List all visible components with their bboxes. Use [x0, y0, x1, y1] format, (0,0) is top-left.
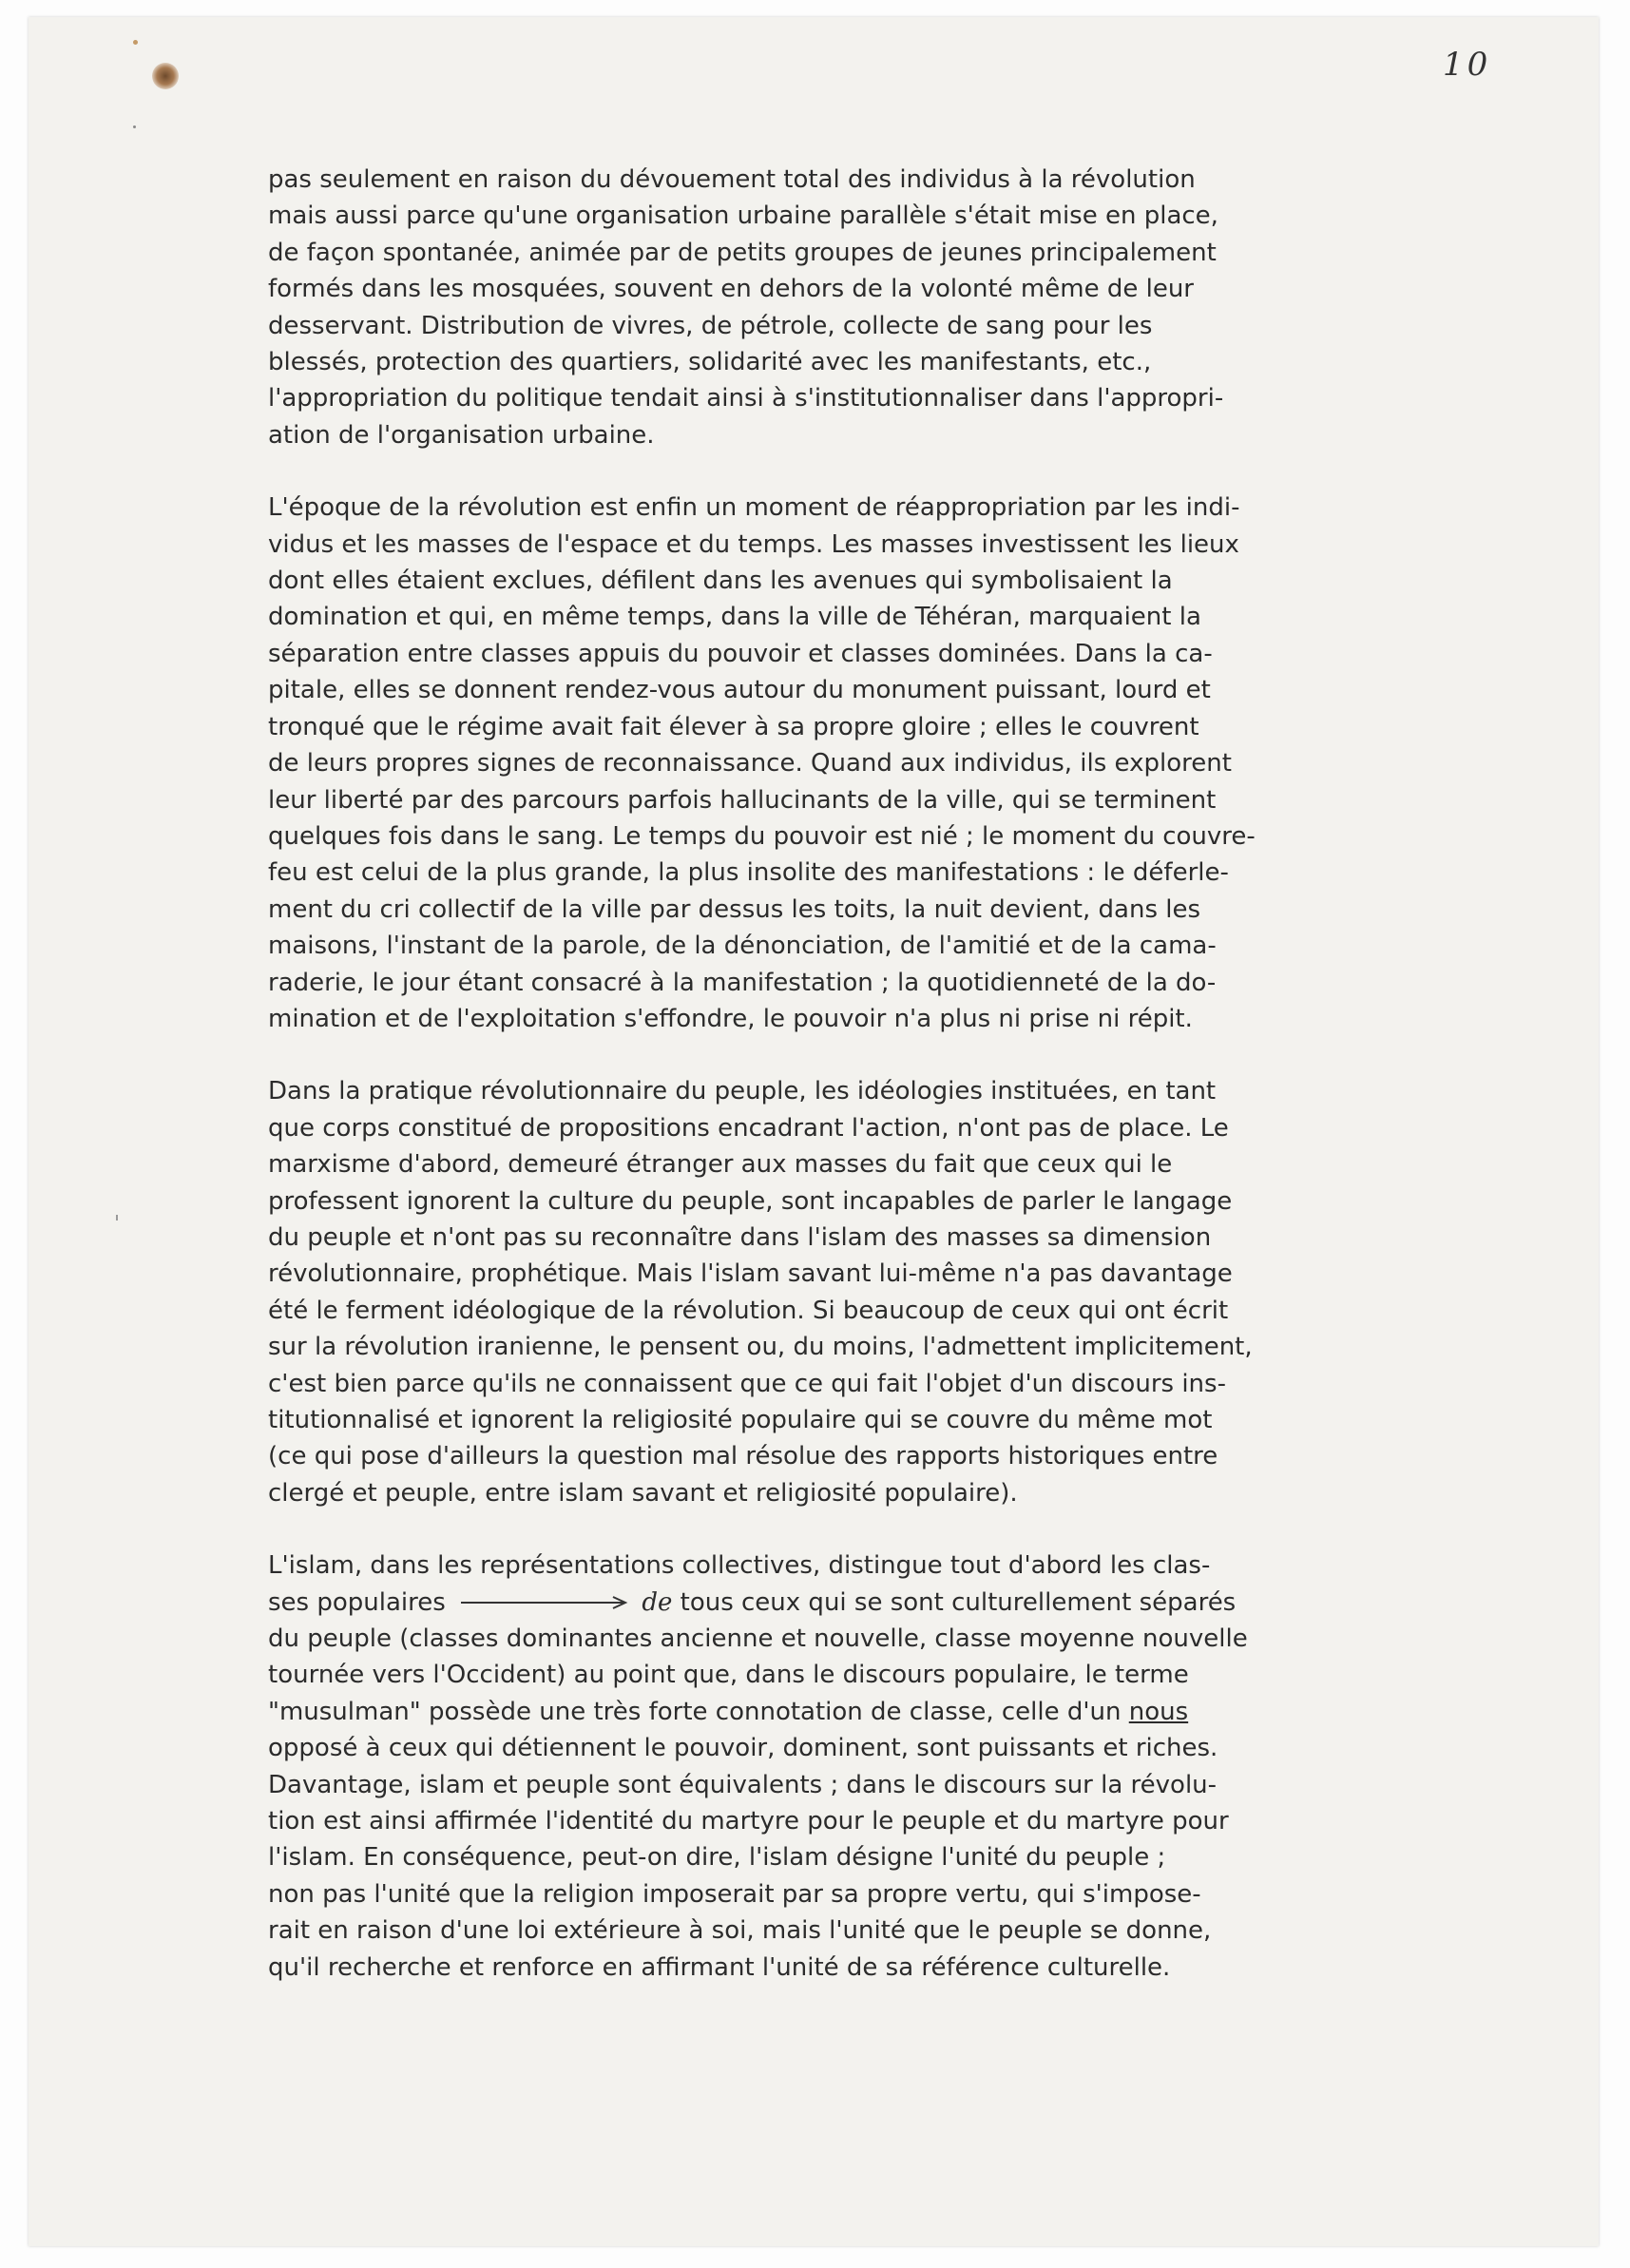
text-line: clergé et peuple, entre islam savant et religiosité populaire). [268, 1478, 1018, 1508]
text-line: l'islam. En conséquence, peut-on dire, l'islam désigne l'unité du peuple ; [268, 1843, 1166, 1873]
text-line-with-arrow [268, 1585, 1561, 1621]
text-line: Davantage, islam et peuple sont équivalents ; dans le discours sur la révolu- [268, 1770, 1218, 1799]
text-line: feu est celui de la plus grande, la plus insolite des manifestations : le déferle- [268, 858, 1229, 888]
text-fragment: ses populaires [268, 1587, 446, 1617]
text-line: marxisme d'abord, demeuré étranger aux masses du fait que ceux qui le [268, 1150, 1173, 1180]
text-line: été le ferment idéologique de la révolution. Si beaucoup de ceux qui ont écrit [268, 1296, 1229, 1325]
text-line: dont elles étaient exclues, défilent dans les avenues qui symbolisaient la [268, 567, 1173, 596]
text-line: leur liberté par des parcours parfois hallucinants de la ville, qui se terminent [268, 785, 1217, 815]
text-line: non pas l'unité que la religion imposerait par sa propre vertu, qui s'impose- [268, 1879, 1201, 1909]
document-body [268, 162, 1561, 2022]
text-line: qu'il recherche et renforce en affirmant l'unité de sa référence culturelle. [268, 1952, 1171, 1982]
paragraph-2 [268, 490, 1561, 1037]
text-line: rait en raison d'une loi extérieure à soi, mais l'unité que le peuple se donne, [268, 1916, 1212, 1946]
paragraph-3 [268, 1073, 1561, 1511]
text-line: pas seulement en raison du dévouement total des individus à la révolution [268, 165, 1196, 194]
speck-mark [133, 125, 136, 128]
text-line: pitale, elles se donnent rendez-vous autour du monument puissant, lourd et [268, 676, 1211, 705]
text-line: tronqué que le régime avait fait élever à sa propre gloire ; elles le couvrent [268, 712, 1199, 741]
text-line: opposé à ceux qui détiennent le pouvoir, dominent, sont puissants et riches. [268, 1734, 1218, 1763]
text-line: formés dans les mosquées, souvent en dehors de la volonté même de leur [268, 275, 1194, 304]
text-line: domination et qui, en même temps, dans la ville de Téhéran, marquaient la [268, 603, 1201, 632]
text-line: ation de l'organisation urbaine. [268, 420, 655, 450]
text-line: blessés, protection des quartiers, solidarité avec les manifestants, etc., [268, 348, 1152, 377]
underlined-word: nous [1128, 1697, 1189, 1726]
text-line: l'appropriation du politique tendait ainsi à s'institutionnaliser dans l'appropri- [268, 384, 1224, 413]
text-line: (ce qui pose d'ailleurs la question mal résolue des rapports historiques entre [268, 1442, 1218, 1471]
text-line: raderie, le jour étant consacré à la manifestation ; la quotidienneté de la do- [268, 968, 1217, 997]
text-line: Dans la pratique révolutionnaire du peuple, les idéologies instituées, en tant [268, 1077, 1217, 1106]
page-number: 10 [1443, 46, 1492, 84]
paragraph-4 [268, 1547, 1561, 1986]
text-line: que corps constitué de propositions encadrant l'action, n'ont pas de place. Le [268, 1113, 1229, 1143]
text-line-with-underline [268, 1694, 1561, 1730]
arrow-right-icon [453, 1593, 634, 1612]
text-line: séparation entre classes appuis du pouvoir et classes dominées. Dans la ca- [268, 639, 1213, 668]
text-line: maisons, l'instant de la parole, de la dénonciation, de l'amitié et de la cama- [268, 932, 1217, 961]
text-fragment: "musulman" possède une très forte connotation de classe, celle d'un [268, 1697, 1129, 1726]
stain-mark [152, 63, 179, 89]
text-fragment: tous ceux qui se sont culturellement séparés [680, 1587, 1237, 1617]
text-line: de façon spontanée, animée par de petits groupes de jeunes principalement [268, 238, 1217, 267]
handwritten-insertion: de [642, 1587, 673, 1617]
text-line: quelques fois dans le sang. Le temps du pouvoir est nié ; le moment du couvre- [268, 821, 1256, 851]
text-line: révolutionnaire, prophétique. Mais l'islam savant lui-même n'a pas davantage [268, 1259, 1233, 1289]
text-line: titutionnalisé et ignorent la religiosité populaire qui se couvre du même mot [268, 1406, 1213, 1434]
text-line: tion est ainsi affirmée l'identité du martyre pour le peuple et du martyre pour [268, 1807, 1229, 1836]
text-line: c'est bien parce qu'ils ne connaissent que ce qui fait l'objet d'un discours ins- [268, 1369, 1226, 1398]
text-line: de leurs propres signes de reconnaissance. Quand aux individus, ils explorent [268, 749, 1232, 778]
text-line: professent ignorent la culture du peuple, sont incapables de parler le langage [268, 1186, 1233, 1216]
text-line: ment du cri collectif de la ville par dessus les toits, la nuit devient, dans les [268, 894, 1201, 924]
text-line: L'islam, dans les représentations collectives, distingue tout d'abord les clas- [268, 1551, 1211, 1581]
text-line: mais aussi parce qu'une organisation urbaine parallèle s'était mise en place, [268, 202, 1218, 231]
speck-mark [116, 1215, 118, 1220]
text-line: du peuple (classes dominantes ancienne et nouvelle, classe moyenne nouvelle [268, 1624, 1248, 1654]
text-line: tournée vers l'Occident) au point que, dans le discours populaire, le terme [268, 1661, 1189, 1690]
speck-mark [133, 40, 138, 45]
text-line: vidus et les masses de l'espace et du temps. Les masses investissent les lieux [268, 529, 1239, 559]
paragraph-1 [268, 162, 1561, 453]
text-line: du peuple et n'ont pas su reconnaître dans l'islam des masses sa dimension [268, 1222, 1212, 1252]
text-line: sur la révolution iranienne, le pensent ou, du moins, l'admettent implicitement, [268, 1333, 1253, 1362]
text-line: mination et de l'exploitation s'effondre, le pouvoir n'a plus ni prise ni répit. [268, 1004, 1193, 1033]
text-line: L'époque de la révolution est enfin un moment de réappropriation par les indi- [268, 493, 1240, 523]
text-line: desservant. Distribution de vivres, de pétrole, collecte de sang pour les [268, 311, 1153, 340]
